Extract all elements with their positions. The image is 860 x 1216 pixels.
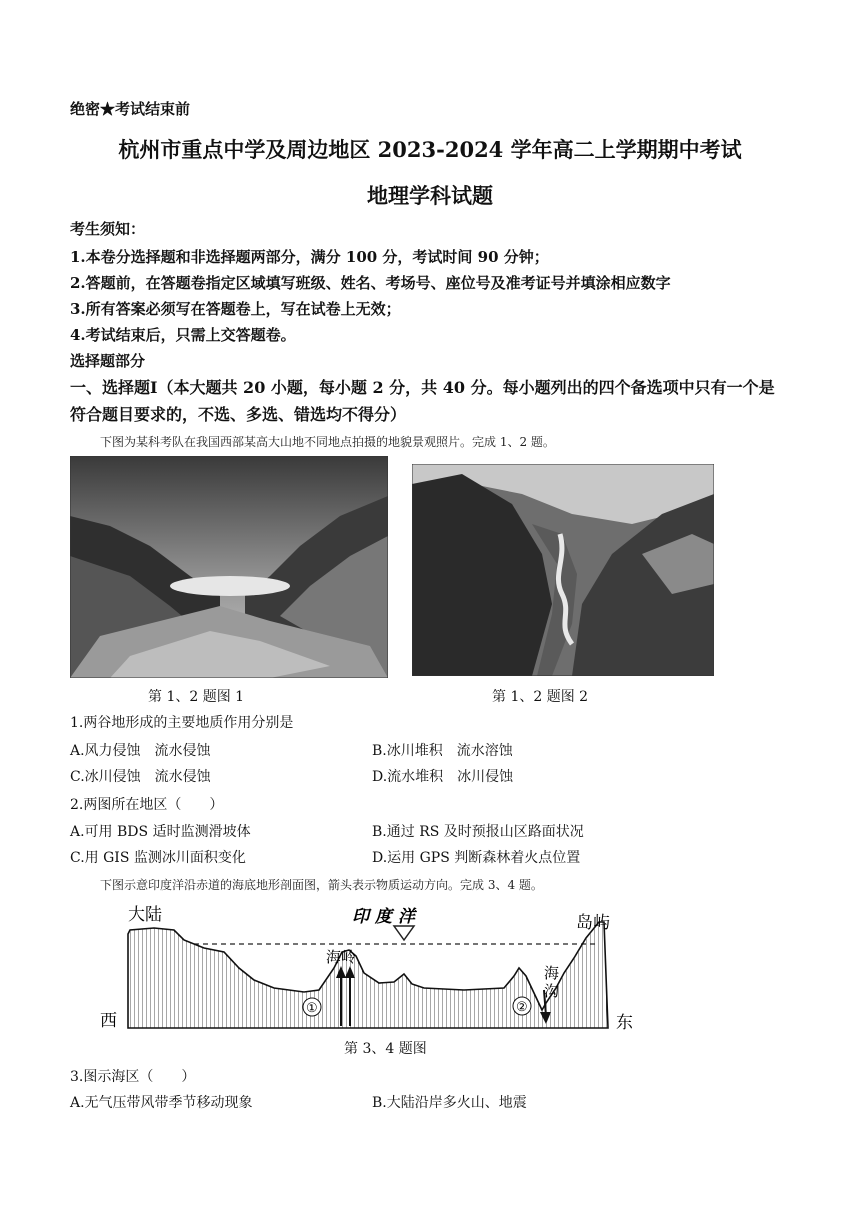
question-3-stem: 3.图示海区（ ） xyxy=(70,1069,196,1085)
instruction-item: 1.本卷分选择题和非选择题两部分，满分 100 分，考试时间 90 分钟； xyxy=(70,248,549,266)
group1-intro: 下图为某科考队在我国西部某高大山地不同地点拍摄的地貌景观照片。完成 1、2 题。 xyxy=(100,435,555,449)
label-west: 西 xyxy=(100,1011,117,1031)
marker-2: ② xyxy=(516,1000,528,1015)
exam-title: 杭州市重点中学及周边地区 2023-2024 学年高二上学期期中考试 xyxy=(118,137,742,162)
q1-option-c: C.冰川侵蚀 流水侵蚀 xyxy=(70,769,211,785)
subject-title: 地理学科试题 xyxy=(367,183,493,208)
instructions-label: 考生须知： xyxy=(70,220,146,238)
instruction-item: 3.所有答案必须写在答题卷上，写在试卷上无效； xyxy=(70,300,401,318)
question-2-stem: 2.两图所在地区（ ） xyxy=(70,797,224,813)
section-heading: 一、选择题Ⅰ（本大题共 20 小题，每小题 2 分，共 40 分。每小题列出的四个备选项中只有一个是符合题目要求的，不选、多选、错选均不得分） xyxy=(70,378,775,424)
label-ridge: 海岭 xyxy=(326,948,357,966)
river-gorge-photo xyxy=(412,464,714,676)
figure3-caption: 第 3、4 题图 xyxy=(344,1041,427,1057)
figure2-caption: 第 1、2 题图 2 xyxy=(492,689,589,705)
label-island: 岛屿 xyxy=(576,913,610,933)
seabed-profile xyxy=(128,922,608,1028)
marker-1: ① xyxy=(306,1001,318,1016)
seabed-profile-diagram xyxy=(94,898,644,1042)
q2-option-c: C.用 GIS 监测冰川面积变化 xyxy=(70,850,246,866)
group2-intro: 下图示意印度洋沿赤道的海底地形剖面图，箭头表示物质运动方向。完成 3、4 题。 xyxy=(100,878,543,892)
figure1-caption: 第 1、2 题图 1 xyxy=(148,689,245,705)
q3-option-b: B.大陆沿岸多火山、地震 xyxy=(372,1095,527,1111)
label-ocean: 印 度 洋 xyxy=(352,907,415,927)
label-trench-2: 沟 xyxy=(544,982,560,1000)
sea-level-marker-icon xyxy=(394,926,414,940)
q1-option-b: B.冰川堆积 流水溶蚀 xyxy=(372,743,513,759)
q3-option-a: A.无气压带风带季节移动现象 xyxy=(70,1095,253,1111)
instruction-item: 4.考试结束后，只需上交答题卷。 xyxy=(70,326,296,344)
q1-option-d: D.流水堆积 冰川侵蚀 xyxy=(372,769,514,785)
q2-option-d: D.运用 GPS 判断森林着火点位置 xyxy=(372,850,581,866)
instruction-item: 2.答题前，在答题卷指定区域填写班级、姓名、考场号、座位号及准考证号并填涂相应数字 xyxy=(70,274,671,292)
label-continent: 大陆 xyxy=(128,905,162,925)
q2-option-b: B.通过 RS 及时预报山区路面状况 xyxy=(372,824,584,840)
q2-option-a: A.可用 BDS 适时监测滑坡体 xyxy=(70,824,251,840)
label-trench-1: 海 xyxy=(544,964,560,982)
secret-mark: 绝密★考试结束前 xyxy=(70,100,191,118)
question-1-stem: 1.两谷地形成的主要地质作用分别是 xyxy=(70,715,294,731)
part-label: 选择题部分 xyxy=(70,352,146,370)
glacier-valley-photo xyxy=(70,456,388,678)
label-east: 东 xyxy=(616,1013,633,1033)
q1-option-a: A.风力侵蚀 流水侵蚀 xyxy=(70,743,211,759)
